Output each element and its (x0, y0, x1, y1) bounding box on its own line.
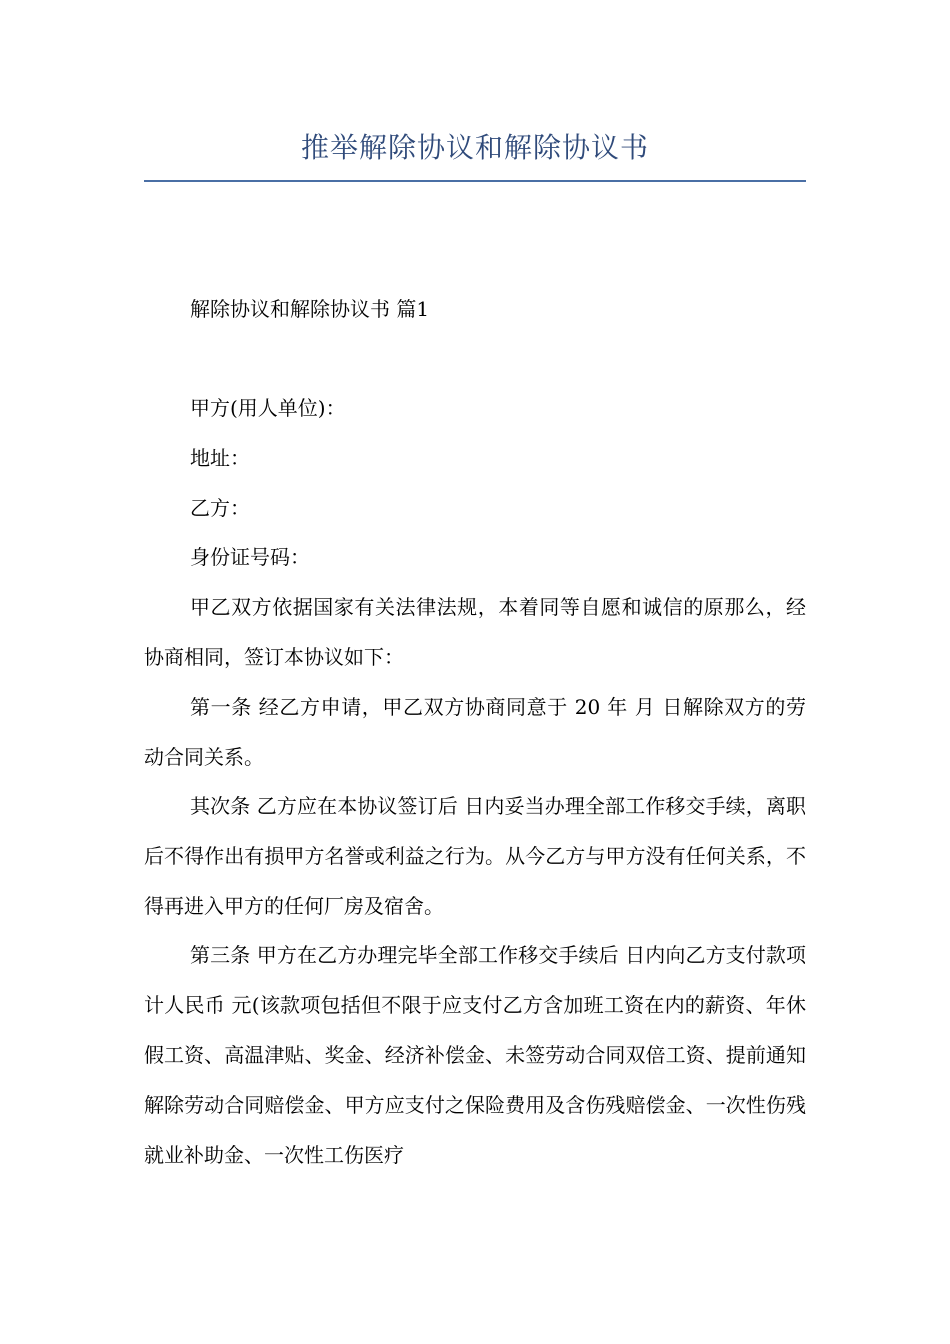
article-3-paragraph: 第三条 甲方在乙方办理完毕全部工作移交手续后 日内向乙方支付款项计人民币 元(该款项包括但不限于应支付乙方含加班工资在内的薪资、年休假工资、高温津贴、奖金、经济补偿金、未签劳动合同双倍工资、提前通知解除劳动合同赔偿金、甲方应支付之保险费用及含伤残赔偿金、一次性伤残就业补助金、一次性工伤医疗 (144, 943, 806, 1167)
address-line: 地址： (190, 446, 250, 470)
article-1-paragraph: 第一条 经乙方申请，甲乙双方协商同意于 20 年 月 日解除双方的劳动合同关系。 (144, 695, 806, 769)
section-heading: 解除协议和解除协议书 篇1 (190, 297, 430, 321)
article-2-paragraph: 其次条 乙方应在本协议签订后 日内妥当办理全部工作移交手续，离职后不得作出有损甲方名誉或利益之行为。从今乙方与甲方没有任何关系，不得再进入甲方的任何厂房及宿舍。 (144, 794, 806, 918)
id-number-line: 身份证号码： (190, 545, 310, 569)
title-underline (144, 180, 806, 182)
party-a-line: 甲方(用人单位)： (190, 396, 346, 420)
document-title: 推举解除协议和解除协议书 (300, 131, 649, 164)
party-b-line: 乙方： (190, 496, 250, 520)
preamble-paragraph: 甲乙双方依据国家有关法律法规，本着同等自愿和诚信的原那么，经协商相同，签订本协议如下： (144, 595, 806, 669)
